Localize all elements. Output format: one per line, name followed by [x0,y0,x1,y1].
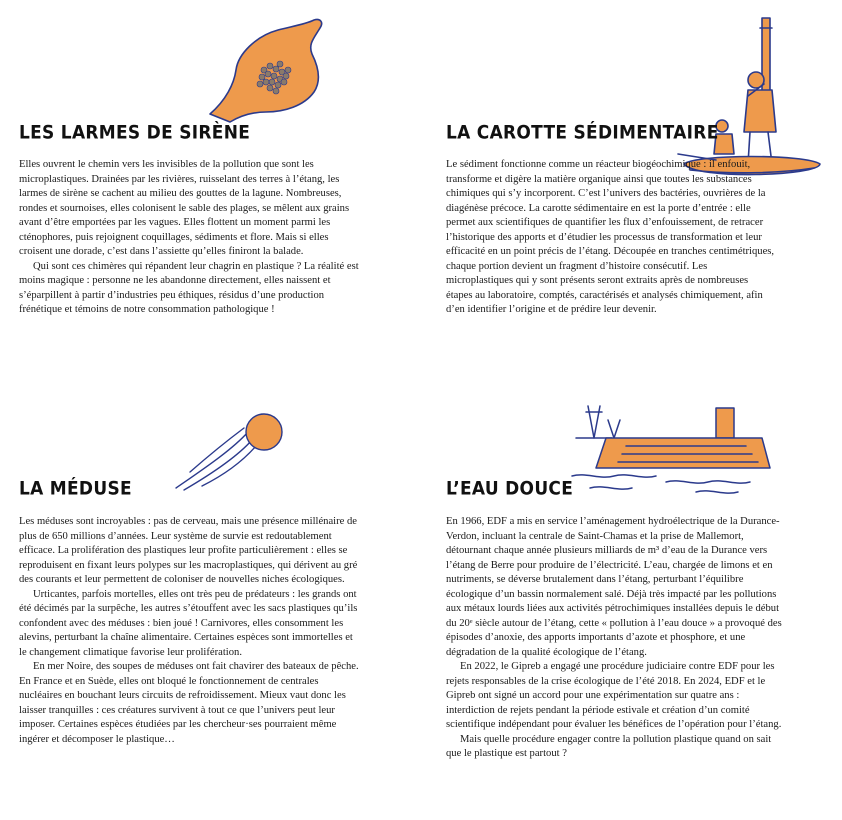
section-title-meduse: LA MÉDUSE [19,477,132,500]
section-title-larmes: LES LARMES DE SIRÈNE [19,121,251,144]
section-body-meduse [19,515,361,747]
paragraph: En 2022, le Gipreb a engagé une procédure judiciaire contre EDF pour les rejets responsables de la crise écologique de l’été 2018. En 2024, EDF et le Gipreb ont signé un accord pour une expérimentation sur quatre ans : interdiction de rejets pendant la période estivale et création d’un comité scientifique indépendant pour évaluer les bénéfices de l’opération pour l’étang. [446,661,782,730]
section-title-carotte: LA CAROTTE SÉDIMENTAIRE [446,121,719,144]
paragraph: En mer Noire, des soupes de méduses ont fait chavirer des bateaux de pêche. En France et en Suède, elles ont bloqué le fonctionnement de centrales nucléaires en bouchant leurs circuits de refroidissement. Mieux vaut donc les laisser tranquilles : ces créatures survivent à tout ce que l’univers peut leur imposer. Certaines espèces étudiées par les chercheur·ses pourraient même ingérer et décomposer le plastique… [19,661,359,745]
paragraph: En 1966, EDF a mis en service l’aménagement hydroélectrique de la Durance-Verdon, incluant la centrale de Saint-Chamas et la prise de Mallemort, détournant chaque année plusieurs milliards de m³ d’eau de la Durance vers l’étang de Berre pour produire de l’électricité. L’eau, chargée de limons et en nutriments, se déverse brutalement dans l’étang, perturbant l’équilibre écologique d’un bassin normalement salé. Déjà très impacté par les pollutions aux métaux lourds liées aux activités pétrochimiques installées depuis le début du 20ᵉ siècle autour de l’étang, cette « pollution à l’eau douce » a provoqué des épisodes d’anoxie, des apports importants d’azote et phosphore, et une dégradation de la qualité écologique de l’étang. [446,516,782,658]
paragraph: Les méduses sont incroyables : pas de cerveau, mais une présence millénaire de plus de 650 millions d’années. Leur système de survie est redoutablement efficace. La prolifération des plastiques leur profite particulièrement : elles se reproduisent en fixant leurs polypes sur les macroplastiques, qui dérivent au gré des courants et leur permettent de coloniser de nouvelles niches écologiques. [19,516,358,585]
paragraph: Elles ouvrent le chemin vers les invisibles de la pollution que sont les microplastiques. Drainées par les rivières, ruisselant des terres à l’étang, les larmes de sirène se cachent au milieu des gouttes de la lagune. Nombreuses, rondes et sournoises, elles colonisent le sable des plages, se mêlent aux grains avant d’être emportées par les vagues. Elles flottent un moment parmi les cténophores, puis rejoignent coquillages, sédiments et flore. Mais si elles croisent une dorade, c’est dans l’assiette qu’elles finiront la balade. [19,159,350,257]
section-body-carotte [446,158,776,318]
section-body-eau-douce [446,515,782,762]
paragraph: Qui sont ces chimères qui répandent leur chagrin en plastique ? La réalité est moins magique : personne ne les abandonne directement, elles naissent et s’éparpillent à partir d’industries peu éthiques, résidus d’une production frénétique et témoins de notre consommation pathologique ! [19,260,359,315]
jellyfish-icon [172,410,292,494]
section-body-larmes [19,158,359,318]
paragraph: Urticantes, parfois mortelles, elles ont très peu de prédateurs : les grands ont été décimés par la surpêche, les autres s’étouffent avec les sacs plastiques qu’ils confondent avec des méduses : bien joué ! Carnivores, elles consomment les alevins, perturbant la chaîne alimentaire. Certaines espèces sont immortelles et le changement climatique favorise leur prolifération. [19,588,358,658]
power-plant-icon [566,398,780,498]
paragraph: Le sédiment fonctionne comme un réacteur biogéochimique : il enfouit, transforme et digère la matière organique ainsi que toutes les substances chimiques qui s’y incorporent. C’est l’univers des bactéries, ouvrières de la diagénèse précoce. La carotte sédimentaire en est la porte d’entrée : elle permet aux scientifiques de quantifier les flux d’enfouissement, de retracer l’historique des apports et d’étudier les processus de transformation et leur efficacité en un point précis de l’étang. Découpée en tranches centimétriques, chaque portion devient un fragment d’histoire consécutif. Les microplastiques qui y sont présents seront extraits après de nombreuses étapes au laboratoire, comptés, caractérisés et analysés chimiquement, afin d’en identifier l’origine et de prédire leur devenir. [446,159,775,315]
hand-holding-pellets-icon [196,14,331,126]
section-title-eau-douce: L’EAU DOUCE [446,477,574,500]
paragraph: Mais quelle procédure engager contre la pollution plastique quand on sait que le plastique est partout ? [446,733,772,759]
